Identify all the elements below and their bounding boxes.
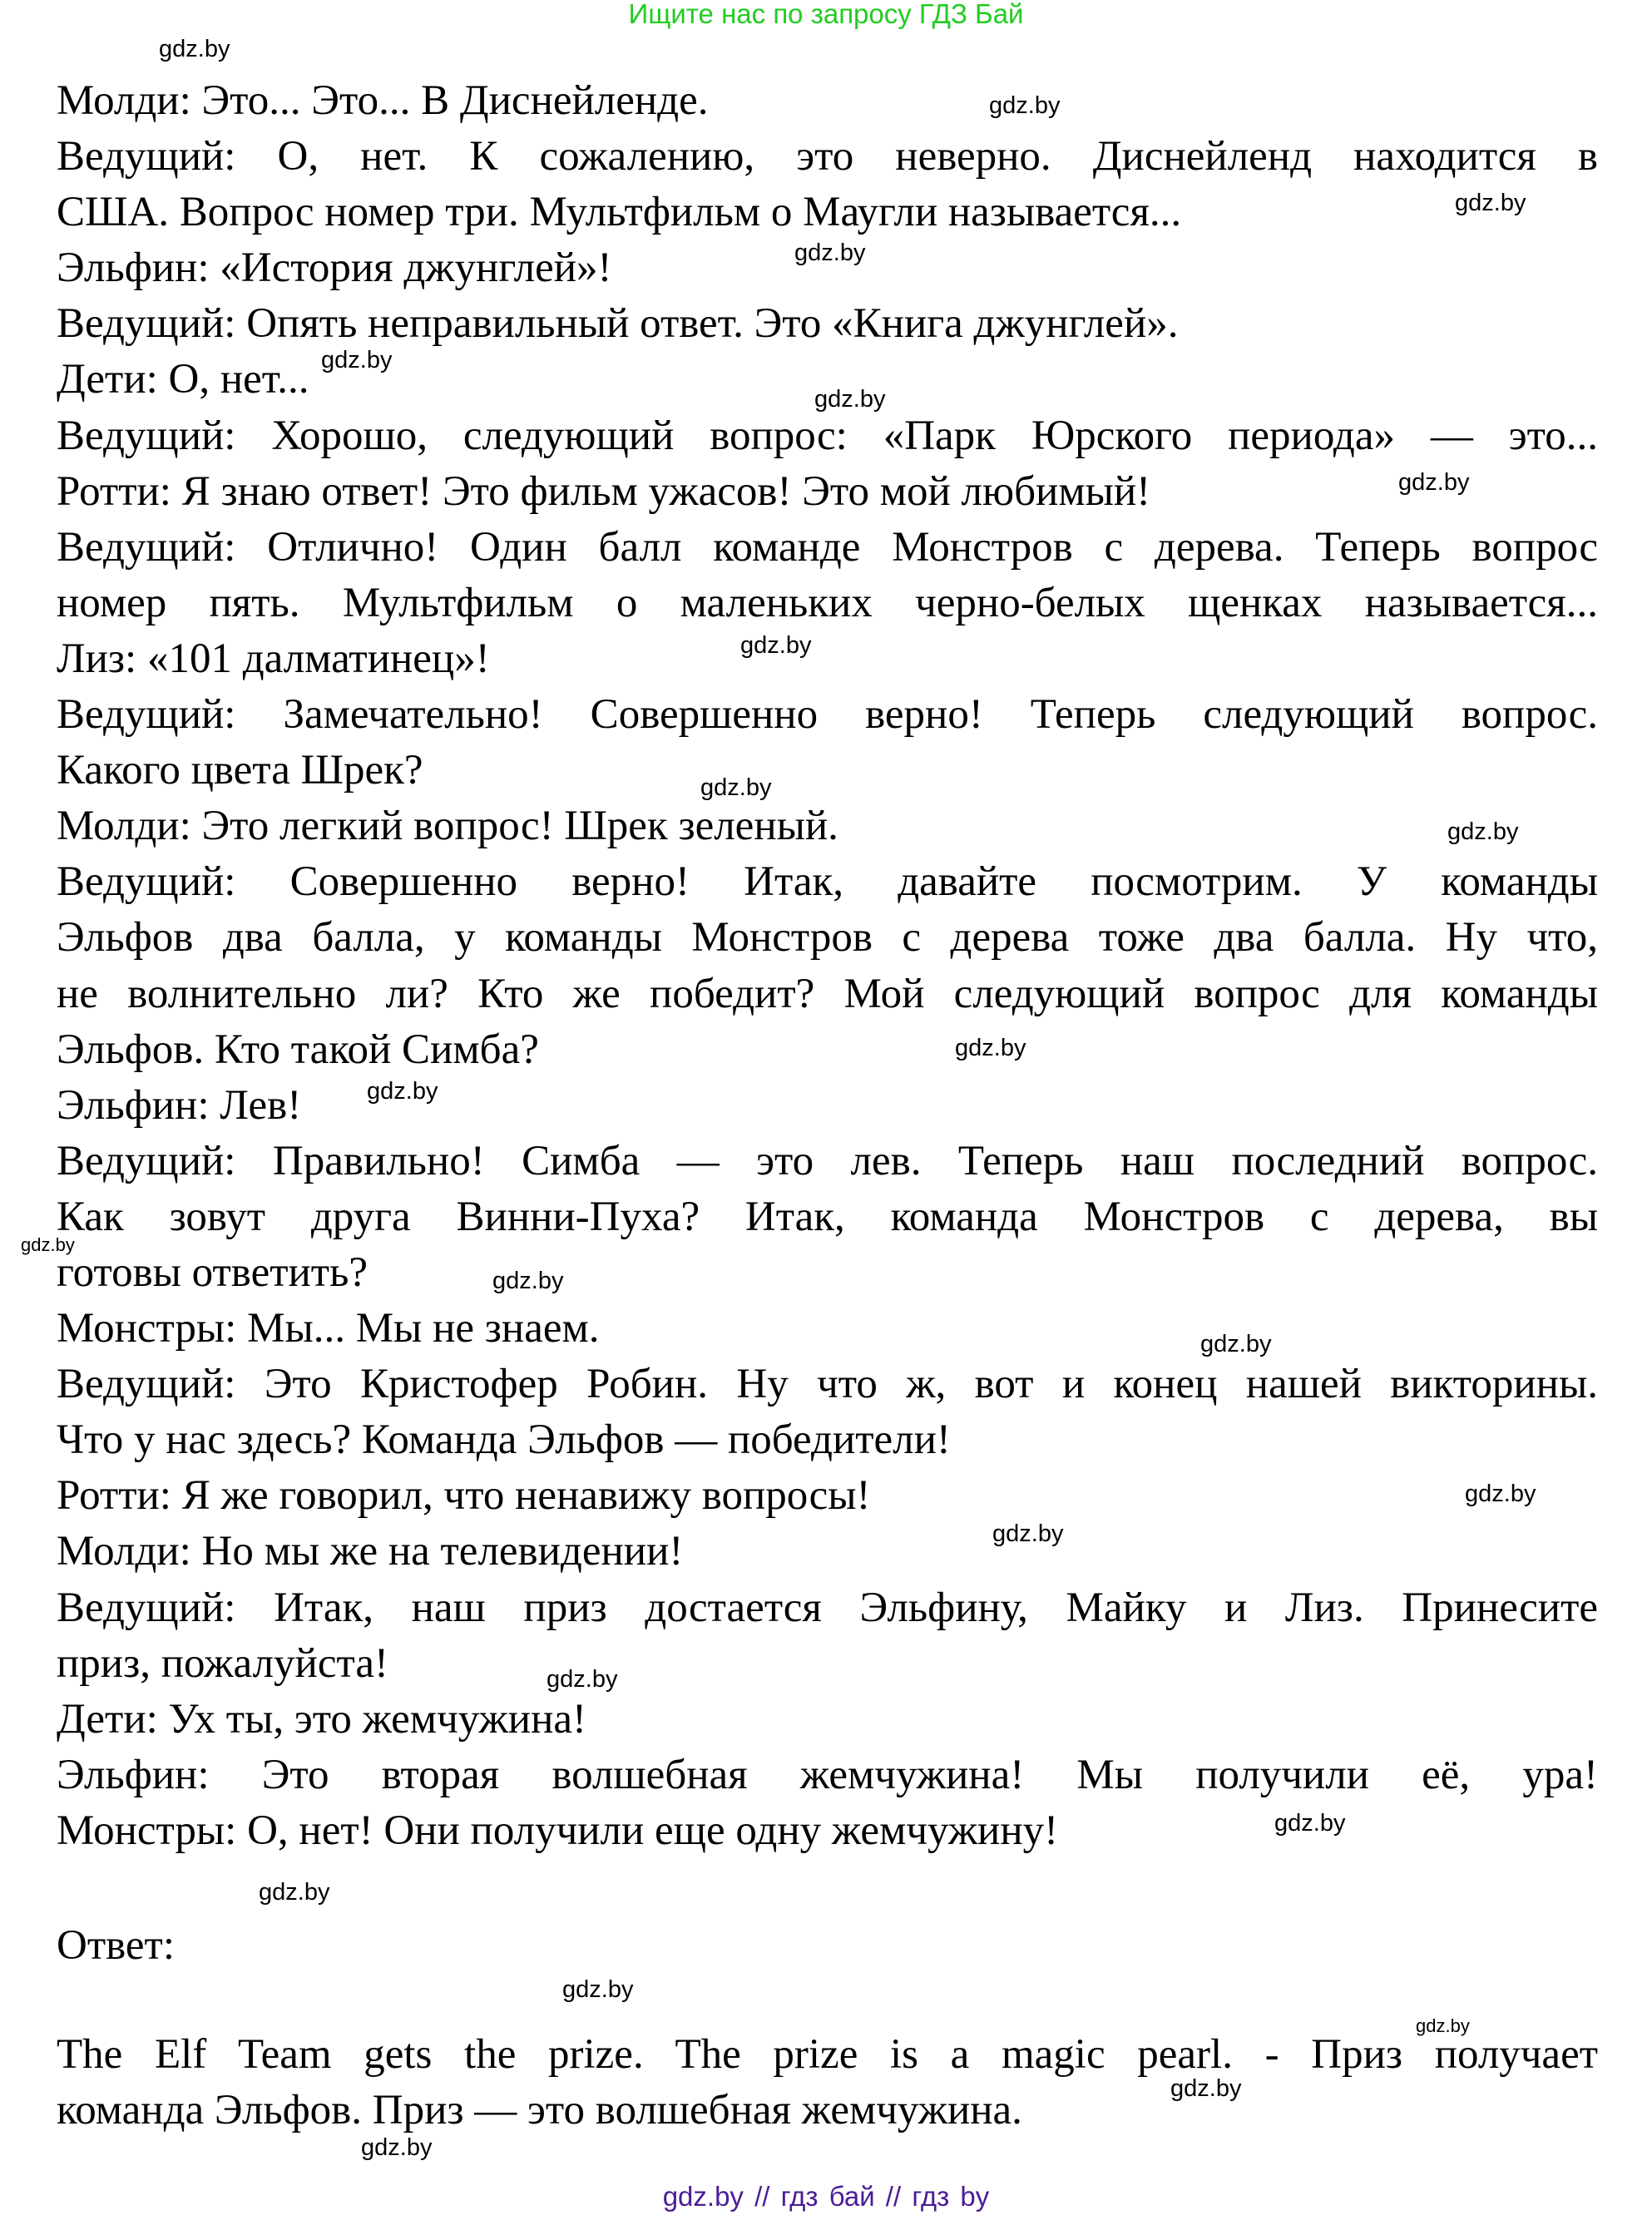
dialogue-line: не волнительно ли? Кто же победит? Мой следующий вопрос для команды [57,970,1598,1017]
dialogue-line: Эльфов. Кто такой Симба? [57,1026,539,1073]
watermark: gdz.by [1200,1331,1272,1357]
dialogue-text [57,73,1598,1859]
watermark: gdz.by [989,92,1061,119]
watermark: gdz.by [1398,469,1470,496]
dialogue-line: Ведущий: Это Кристофер Робин. Ну что ж, вот и конец нашей викторины. [57,1361,1598,1408]
answer-line: команда Эльфов. Приз — это волшебная жемчужина. [57,2087,1022,2133]
dialogue-line: Монстры: Мы... Мы не знаем. [57,1305,600,1352]
watermark: gdz.by [259,1879,330,1906]
watermark: gdz.by [321,347,393,373]
watermark: gdz.by [955,1035,1026,1061]
watermark: gdz.by [1447,818,1519,845]
footer-links: gdz.by // гдз бай // гдз by [662,2181,990,2212]
dialogue-line: Ведущий: О, нет. К сожалению, это неверно. Диснейленд находится в [57,133,1598,180]
dialogue-line: Молди: Но мы же на телевидении! [57,1528,684,1575]
dialogue-line: Ведущий: Совершенно верно! Итак, давайте посмотрим. У команды [57,858,1598,906]
watermark: gdz.by [21,1234,75,1255]
dialogue-line: готовы ответить? [57,1248,368,1296]
watermark: gdz.by [700,774,772,801]
watermark: gdz.by [794,240,866,266]
dialogue-line: Лиз: «101 далматинец»! [57,635,490,682]
dialogue-line: Эльфин: Это вторая волшебная жемчужина! Мы получили её, ура! [57,1751,1598,1798]
watermark: gdz.by [547,1666,618,1693]
watermark: gdz.by [814,386,886,413]
dialogue-line: приз, пожалуйста! [57,1639,388,1687]
answer-label: Ответ: [57,1922,175,1969]
dialogue-line: Ведущий: Опять неправильный ответ. Это «Книга джунглей». [57,300,1179,348]
watermark: gdz.by [1416,2015,1470,2036]
dialogue-line: Ротти: Я знаю ответ! Это фильм ужасов! Это мой любимый! [57,467,1151,515]
watermark: gdz.by [361,2134,433,2161]
dialogue-line: Ведущий: Хорошо, следующий вопрос: «Парк Юрского периода» — это... [57,412,1598,459]
dialogue-line: Ведущий: Замечательно! Совершенно верно! Теперь следующий вопрос. [57,691,1598,739]
dialogue-line: Эльфов два балла, у команды Монстров с дерева тоже два балла. Ну что, [57,914,1598,962]
dialogue-line: Эльфин: «История джунглей»! [57,245,612,292]
search-banner: Ищите нас по запросу ГДЗ Бай [628,0,1024,29]
watermark: gdz.by [992,1520,1064,1547]
dialogue-line: Ведущий: Отлично! Один балл команде Монстров с дерева. Теперь вопрос [57,523,1598,571]
dialogue-line: Ведущий: Правильно! Симба — это лев. Теперь наш последний вопрос. [57,1137,1598,1184]
dialogue-line: Монстры: О, нет! Они получили еще одну жемчужину! [57,1807,1059,1854]
watermark: gdz.by [159,36,230,62]
dialogue-line: Дети: О, нет... [57,356,309,403]
watermark: gdz.by [1455,190,1526,216]
dialogue-line: Какого цвета Шрек? [57,747,423,794]
watermark: gdz.by [1170,2075,1242,2102]
watermark: gdz.by [562,1976,634,2003]
dialogue-line: номер пять. Мультфильм о маленьких черно-белых щенках называется... [57,579,1598,626]
watermark: gdz.by [367,1078,438,1105]
dialogue-line: Молди: Это... Это... В Диснейленде. [57,77,709,124]
dialogue-line: Эльфин: Лев! [57,1081,302,1129]
answer-line: The Elf Team gets the prize. The prize is a magic pearl. - Приз получает [57,2031,1598,2078]
watermark: gdz.by [492,1268,564,1294]
dialogue-line: Ведущий: Итак, наш приз достается Эльфину, Майку и Лиз. Принесите [57,1584,1598,1631]
watermark: gdz.by [1274,1810,1346,1837]
dialogue-line: Что у нас здесь? Команда Эльфов — победители! [57,1417,951,1464]
dialogue-line: Ротти: Я же говорил, что ненавижу вопросы! [57,1472,871,1520]
dialogue-line: Молди: Это легкий вопрос! Шрек зеленый. [57,803,838,850]
watermark: gdz.by [1465,1481,1536,1507]
dialogue-line: США. Вопрос номер три. Мультфильм о Маугли называется... [57,189,1182,236]
dialogue-line: Как зовут друга Винни-Пуха? Итак, команда Монстров с дерева, вы [57,1193,1598,1240]
dialogue-line: Дети: Ух ты, это жемчужина! [57,1695,587,1743]
watermark: gdz.by [740,632,812,659]
